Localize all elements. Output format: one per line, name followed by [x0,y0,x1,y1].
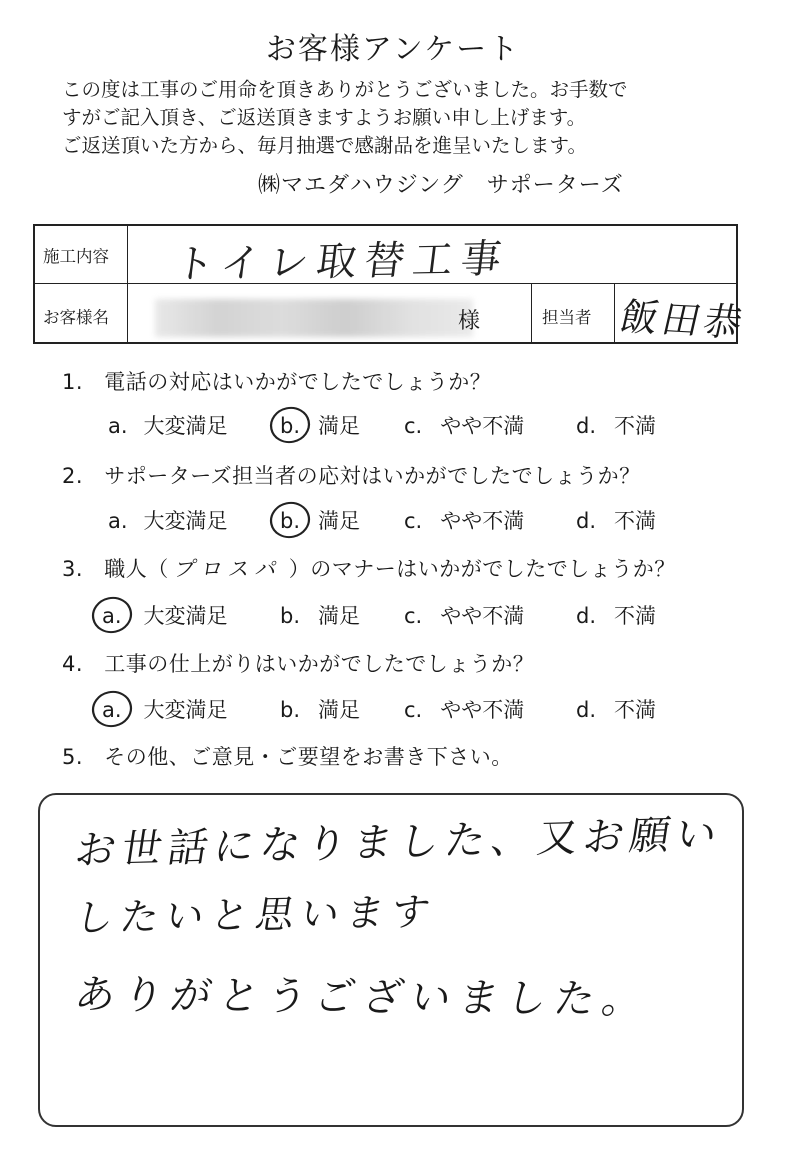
comment-handwritten-line: ありがとうございました。 [71,972,655,1024]
customer-label: お客様名 [43,308,109,327]
option-a[interactable]: a. 大変満足 [108,509,228,533]
selected-circle-mark [89,687,136,731]
intro-line: この度は工事のご用命を頂きありがとうございました。お手数で [62,78,628,101]
option-c[interactable]: c. やや不満 [404,509,525,533]
option-a[interactable]: a. 大変満足 [108,414,228,438]
question-5 [62,741,513,771]
company-name: ㈱マエダハウジング サポーターズ [258,173,624,198]
question-text: サポーターズ担当者の応対はいかがでしたでしょうか？ [104,464,641,488]
comment-handwritten-line: したいと思います [71,889,441,940]
question-3 [62,553,676,583]
intro-line: ご返送頂いた方から、毎月抽選で感謝品を進呈いたします。 [62,134,587,157]
option-b[interactable]: b. 満足 [280,698,361,722]
option-c[interactable]: c. やや不満 [404,698,525,722]
question-text: その他、ご意見・ご要望をお書き下さい。 [104,745,513,769]
comment-handwritten-line: お世話になりました、又お願い [72,811,726,874]
intro-line: すがご記入頂き、ご返送頂きますようお願い申し上げます。 [62,106,587,129]
option-d[interactable]: d. 不満 [576,698,657,722]
customer-suffix: 様 [458,309,481,334]
option-b[interactable]: b. 満足 [280,410,360,440]
option-d[interactable]: d. 不満 [576,604,657,628]
selected-circle-mark [267,403,314,447]
staff-label: 担当者 [542,308,592,327]
question-text-before: 職人（ [104,557,169,581]
question-2 [62,460,641,490]
info-table [33,224,751,346]
question-number: 3. [62,557,84,581]
option-c[interactable]: c. やや不満 [404,604,525,628]
question-number: 4. [62,652,84,676]
intro-text [62,76,628,160]
option-a[interactable]: a. 大変満足 [102,600,228,630]
work-value-handwritten[interactable]: トイレ取替工事 [171,236,512,288]
question-text: 電話の対応はいかがでしたでしょうか？ [104,370,492,394]
staff-value-handwritten[interactable]: 飯田恭 [615,294,751,346]
question-text-after: ）のマナーはいかがでしたでしょうか？ [288,557,676,581]
table-divider [614,283,615,342]
option-c[interactable]: c. やや不満 [404,414,525,438]
comment-box[interactable] [38,793,744,1127]
question-1 [62,366,491,396]
handwritten-craftsman-name[interactable]: プロスパ [171,557,286,581]
selected-circle-mark [267,498,314,542]
question-number: 2. [62,464,84,488]
option-d[interactable]: d. 不満 [576,509,657,533]
option-b[interactable]: b. 満足 [280,505,360,535]
question-number: 5. [62,745,84,769]
table-divider [127,226,128,342]
question-text: 工事の仕上がりはいかがでしたでしょうか？ [104,652,535,676]
redacted-customer-name [155,299,473,337]
table-divider [531,283,532,342]
question-number: 1. [62,370,84,394]
form-title: お客様アンケート [265,32,521,67]
option-b[interactable]: b. 満足 [280,604,361,628]
question-4 [62,648,534,678]
selected-circle-mark [89,593,136,637]
option-a[interactable]: a. 大変満足 [102,694,228,724]
work-label: 施工内容 [43,247,109,266]
option-d[interactable]: d. 不満 [576,414,657,438]
